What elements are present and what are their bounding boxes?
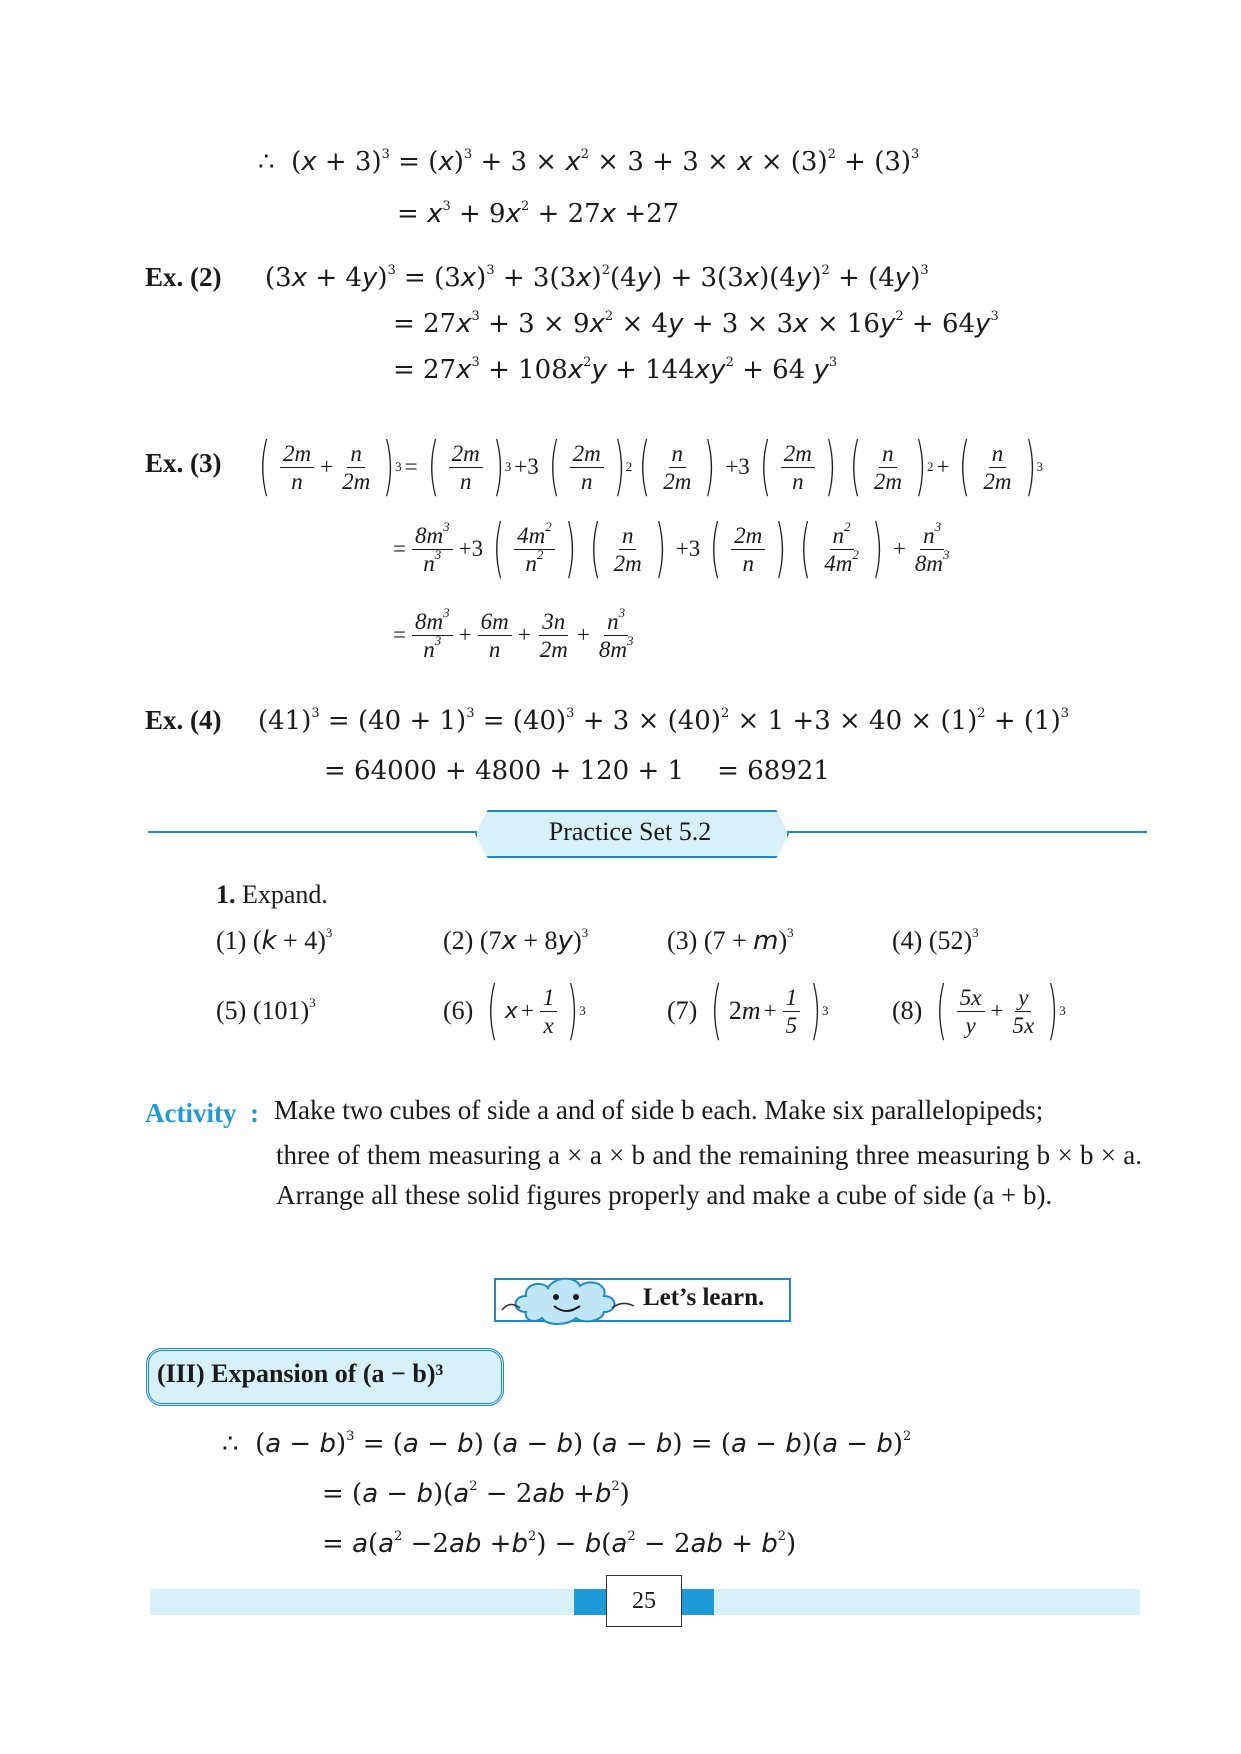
practice-rule-right — [782, 831, 1147, 833]
problem-3: (3) $(7 + m)^3$ — [667, 925, 794, 956]
practice-rule-left — [148, 831, 478, 833]
activity-label: Activity : — [145, 1098, 259, 1128]
ex4-line1: $(41)^3 = (40 + 1)^3 = (40)^3 + 3 \times (40)^2 \times 1 +3 \times 40 \times (1)^2 + (1)^3$ — [258, 706, 1069, 736]
ex4-label: Ex. (4) — [145, 705, 222, 735]
ex3-line1: ( $\frac{2m}{n}$ + $\frac{n}{2m}$ ) 3 = ( $\frac{2m}{n}$ ) 3 +3 ( $\frac{2m}{n}$ ) 2 ( $\frac{n}{2m}$ ) +3 ( $\frac{2m}{n}$ ) ( $\frac{n}{2m}$ ) 2 + ( $\frac{n}{2m}$ ) 3 — [258, 430, 1043, 504]
ex3-line2: = $\frac{8m^3}{n^3}$ +3 ( $\frac{4m^2}{n^2}$ ) ( $\frac{n}{2m}$ ) +3 ( $\frac{2m}{n}$ ) ( $\frac{n^2}{4m^2}$ ) + $\frac{n^3}{8m^3}$ — [393, 512, 950, 586]
cloud-icon — [498, 1270, 638, 1328]
problem-7: (7) ( 2 m + $\frac{1}{5}$ ) 3 — [667, 974, 829, 1048]
eq-x3-line1: ∴ $(x + 3)^3 = (x)^3 + 3 \times x^2 \times 3 + 3 \times x \times (3)^2 + (3)^3$ — [258, 147, 920, 177]
eq-x3-line2: = $x^3 + 9x^2 + 27x +27$ — [397, 199, 680, 229]
problem-8: (8) ( $\frac{5x}{y}$ + $\frac{y}{5x}$ ) 3 — [892, 974, 1066, 1048]
question-instruction: Expand. — [242, 880, 328, 909]
ex2-line1: $(3x + 4y)^3 = (3x)^3 + 3(3x)^2(4y) + 3(3x)(4y)^2 + (4y)^3$ — [265, 263, 929, 293]
sec3-line2: = $(a - b)(a^2 - 2ab +b^2)$ — [322, 1479, 630, 1509]
ex3-label: Ex. (3) — [145, 448, 222, 478]
sec3-line3: = $a(a^2 -2ab +b^2) - b(a^2 - 2ab + b^2)$ — [322, 1529, 797, 1559]
ex2-line3: = $27x^3 + 108x^2y + 144xy^2 + 64$ $y^3$ — [393, 355, 838, 385]
problem-6: (6) ( x + $\frac{1}{x}$ ) 3 — [443, 974, 586, 1048]
ex2-label: Ex. (2) — [145, 262, 222, 292]
question-number: 1. — [216, 880, 236, 909]
sec3-line1: ∴ $(a - b)^3 = (a - b)$ (a − b) $(a - b) = (a - b)(a - b)^2$ — [222, 1429, 912, 1459]
activity-text: three of them measuring a × a × b and the remaining three measuring b × b × a. Arrange all these solid figures properly and make a cube of side (a + b). — [276, 1140, 1142, 1210]
lets-learn-label: Let’s learn. — [643, 1284, 765, 1311]
problem-1: (1) $(k + 4)^3$ — [216, 925, 333, 956]
ex2-line2: = $27x^3 + 3 \times 9x^2 \times 4y + 3 \times 3x \times 16y^2 + 64y^3$ — [393, 309, 999, 339]
page-number: 25 — [606, 1575, 682, 1627]
section-title: (III) Expansion of (a − b)³ — [157, 1359, 444, 1388]
ex3-line3: = $\frac{8m^3}{n^3}$ + $\frac{6m}{n}$ + $\frac{3n}{2m}$ + $\frac{n^3}{8m^3}$ — [393, 604, 634, 662]
problem-5: (5) $(101)^3$ — [216, 995, 316, 1025]
ex4-line2: = 64000 + 4800 + 120 + 1 = 68921 — [324, 756, 830, 786]
problem-4: (4) $(52)^3$ — [892, 925, 979, 955]
activity-first-line: Make two cubes of side a and of side b each. Make six parallelopipeds; — [274, 1095, 1044, 1125]
problem-2: (2) $(7x + 8y)^3$ — [443, 925, 589, 956]
question-1 — [216, 880, 328, 910]
practice-set-title: Practice Set 5.2 — [548, 817, 712, 846]
